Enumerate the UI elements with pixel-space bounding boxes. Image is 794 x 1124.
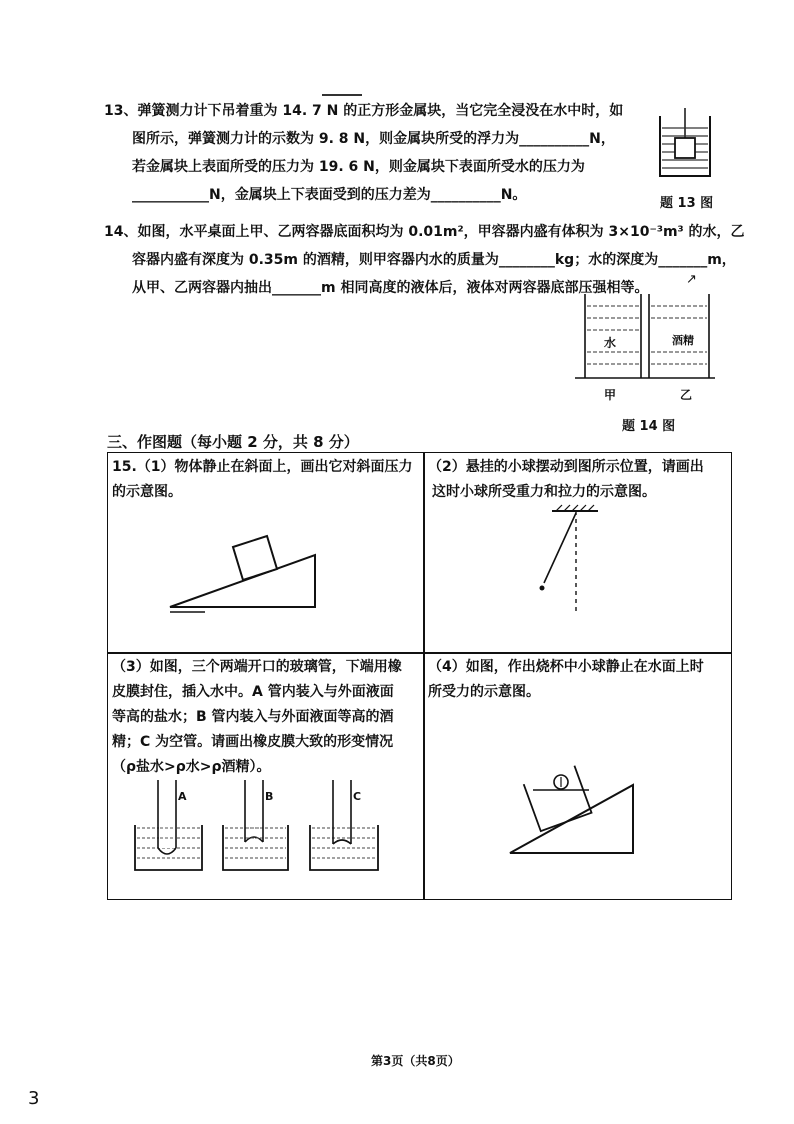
pendulum-figure bbox=[540, 505, 610, 615]
q14-caption: 题 14 图 bbox=[622, 419, 676, 434]
q15-3-text bbox=[112, 655, 402, 780]
label-yi: 乙 bbox=[680, 388, 693, 402]
label-jia: 甲 bbox=[604, 388, 617, 402]
q15-4-text bbox=[428, 655, 704, 705]
label-water: 水 bbox=[604, 336, 617, 350]
q15-4-line-2: 所受力的示意图。 bbox=[428, 684, 540, 700]
tube-label-c: C bbox=[353, 790, 362, 803]
q13-text bbox=[104, 97, 623, 209]
q15-2-line-1: （2）悬挂的小球摆动到图所示位置，请画出 bbox=[428, 459, 704, 475]
q13-figure bbox=[655, 108, 715, 188]
q14-text bbox=[104, 218, 745, 302]
label-alcohol: 酒精 bbox=[672, 334, 694, 347]
q14-figure bbox=[575, 292, 715, 382]
incline-with-block bbox=[165, 532, 325, 617]
page-number: 3 bbox=[28, 1088, 40, 1109]
top-dash-mark bbox=[322, 94, 362, 96]
q15-3-line-5: （ρ盐水>ρ水>ρ酒精）。 bbox=[112, 759, 271, 775]
q13-line-1: 13、弹簧测力计下吊着重为 14. 7 N 的正方形金属块，当它完全浸没在水中时，如 bbox=[104, 103, 624, 119]
arrow-mark: ↗ bbox=[686, 272, 697, 287]
q15-4-line-1: （4）如图，作出烧杯中小球静止在水面上时 bbox=[428, 659, 704, 675]
page-footer: 第3页（共8页） bbox=[371, 1054, 460, 1068]
q14-line-2: 容器内盛有深度为 0.35m 的酒精，则甲容器内水的质量为________kg；水的深度为_______m， bbox=[132, 252, 736, 268]
q13-line-3: 若金属块上表面所受的压力为 19. 6 N，则金属块下表面所受水的压力为 bbox=[132, 159, 585, 175]
q14-line-3: 从甲、乙两容器内抽出_______m 相同高度的液体后，液体对两容器底部压强相等。 bbox=[132, 280, 649, 296]
q15-3-line-1: （3）如图，三个两端开口的玻璃管，下端用橡 bbox=[112, 659, 402, 675]
tube-label-a: A bbox=[178, 790, 187, 803]
q15-1-line-2: 的示意图。 bbox=[112, 484, 182, 500]
q13-caption: 题 13 图 bbox=[660, 196, 714, 211]
q15-2-line-2: 这时小球所受重力和拉力的示意图。 bbox=[432, 484, 656, 500]
beaker-on-incline-figure bbox=[505, 765, 640, 860]
q15-2-text bbox=[428, 455, 704, 505]
q15-3-line-3: 等高的盐水；B 管内装入与外面液面等高的酒 bbox=[112, 709, 394, 725]
q15-1-line-1: 15.（1）物体静止在斜面上，画出它对斜面压力 bbox=[112, 459, 413, 475]
three-tubes-figure bbox=[130, 780, 390, 875]
q14-line-1: 14、如图，水平桌面上甲、乙两容器底面积均为 0.01m²，甲容器内盛有体积为 3×10⁻³m³ 的水，乙 bbox=[104, 224, 745, 240]
q15-3-line-4: 精；C 为空管。请画出橡皮膜大致的形变情况 bbox=[112, 734, 394, 750]
q15-3-line-2: 皮膜封住，插入水中。A 管内装入与外面液面 bbox=[112, 684, 394, 700]
q13-line-2: 图所示，弹簧测力计的示数为 9. 8 N，则金属块所受的浮力为__________N， bbox=[132, 131, 615, 147]
section-3-title: 三、作图题（每小题 2 分，共 8 分） bbox=[107, 433, 359, 451]
tube-label-b: B bbox=[265, 790, 274, 803]
q13-line-4: ___________N，金属块上下表面受到的压力差为__________N。 bbox=[132, 187, 527, 203]
q15-1-text bbox=[112, 455, 413, 505]
